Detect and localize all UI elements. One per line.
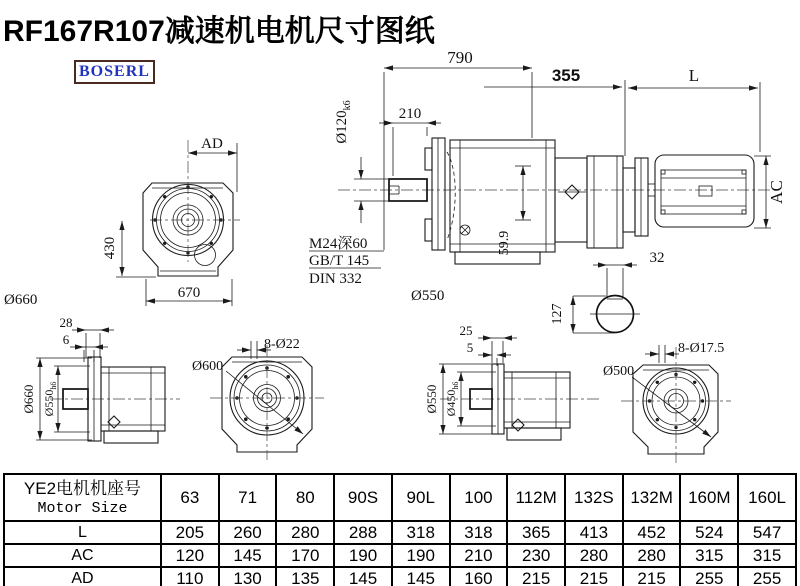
input-flange-side-view — [424, 323, 600, 440]
row-label: AD — [4, 567, 161, 586]
table-cell: 215 — [507, 567, 565, 586]
dim-label-flange-dia: Ø550 — [411, 288, 445, 304]
table-cell: 260 — [219, 521, 277, 544]
column-header: 132S — [565, 474, 623, 521]
table-cell: 318 — [450, 521, 508, 544]
table-cell: 160 — [450, 567, 508, 586]
output-flange-front-view — [192, 337, 324, 460]
table-row — [4, 544, 796, 567]
column-header: 90L — [392, 474, 450, 521]
dim-label-key-height: 127 — [550, 303, 565, 325]
table-cell: 452 — [623, 521, 681, 544]
table-row — [4, 521, 796, 544]
dim-label-790: 790 — [447, 48, 473, 67]
table-header-row — [4, 474, 796, 521]
dim-label-spigot-450: Ø450h6 — [444, 381, 460, 417]
table-cell: 190 — [392, 544, 450, 567]
brand-logo: BOSERL — [74, 60, 155, 84]
table-cell: 215 — [565, 567, 623, 586]
dim-label-bolt-circle-500: Ø500 — [603, 364, 635, 379]
table-cell: 280 — [565, 544, 623, 567]
row-label: AC — [4, 544, 161, 567]
table-cell: 130 — [219, 567, 277, 586]
gearbox-front-view — [102, 136, 240, 306]
table-row — [4, 567, 796, 586]
column-header: 112M — [507, 474, 565, 521]
table-cell: 280 — [276, 521, 334, 544]
column-header: 100 — [450, 474, 508, 521]
dim-label-holes-8x22: 8-Ø22 — [264, 337, 300, 352]
table-cell: 145 — [392, 567, 450, 586]
motor-size-table — [3, 473, 797, 586]
column-header: 71 — [219, 474, 277, 521]
dim-label-670: 670 — [177, 285, 201, 301]
column-header: 132M — [623, 474, 681, 521]
table-cell: 215 — [623, 567, 681, 586]
dim-label-key-width: 32 — [649, 250, 665, 266]
dim-label-355: 355 — [551, 66, 581, 85]
dim-label-430: 430 — [102, 236, 118, 260]
table-cell: 135 — [276, 567, 334, 586]
column-header: 63 — [161, 474, 219, 521]
label-housing-od: Ø660 — [4, 292, 38, 308]
input-flange-front-view — [603, 341, 731, 463]
dim-label-holes-8x17-5: 8-Ø17.5 — [678, 341, 725, 356]
dim-label-5: 5 — [466, 340, 474, 355]
table-cell: 547 — [738, 521, 796, 544]
table-cell: 318 — [392, 521, 450, 544]
table-cell: 524 — [680, 521, 738, 544]
dim-label-6: 6 — [62, 332, 70, 347]
table-cell: 145 — [219, 544, 277, 567]
gearmotor-side-view — [309, 48, 786, 333]
dim-label-bolt-circle-600: Ø600 — [192, 359, 224, 374]
dim-label-motor-dia: AC — [767, 180, 786, 204]
note-tapped-hole: M24深60 — [309, 236, 368, 252]
table-cell: 110 — [161, 567, 219, 586]
table-corner-cell — [4, 474, 161, 521]
output-flange-side-view — [4, 292, 180, 443]
column-header: 160M — [680, 474, 738, 521]
dim-label-28: 28 — [59, 315, 73, 330]
table-cell: 315 — [680, 544, 738, 567]
note-gb-standard: GB/T 145 — [309, 253, 370, 269]
table-cell: 280 — [623, 544, 681, 567]
table-cell: 145 — [334, 567, 392, 586]
row-label: L — [4, 521, 161, 544]
column-header: 80 — [276, 474, 334, 521]
dim-label-ad: AD — [201, 136, 223, 152]
table-cell: 315 — [738, 544, 796, 567]
dim-label-od-550: Ø550 — [424, 384, 439, 414]
dim-label-spigot-550: Ø550h6 — [42, 381, 58, 417]
dim-label-25: 25 — [459, 323, 473, 338]
dim-label-od-660: Ø660 — [21, 384, 36, 414]
table-cell: 288 — [334, 521, 392, 544]
table-cell: 230 — [507, 544, 565, 567]
table-cell: 210 — [450, 544, 508, 567]
page-title: RF167R107减速机电机尺寸图纸 — [3, 15, 435, 48]
column-header: 90S — [334, 474, 392, 521]
table-cell: 255 — [738, 567, 796, 586]
column-header: 160L — [738, 474, 796, 521]
dim-label-motor-length: L — [688, 66, 700, 85]
table-cell: 365 — [507, 521, 565, 544]
note-din-standard: DIN 332 — [309, 271, 362, 287]
dim-label-shaft-dia: $Ø120_{k6}$ — [334, 100, 353, 144]
table-cell: 120 — [161, 544, 219, 567]
table-cell: 413 — [565, 521, 623, 544]
table-cell: 205 — [161, 521, 219, 544]
dim-label-59-9: 59.9 — [497, 230, 512, 256]
dim-label-210: 210 — [398, 106, 422, 122]
table-cell: 170 — [276, 544, 334, 567]
table-cell: 255 — [680, 567, 738, 586]
table-header-cn: YE2电机机座号 — [23, 478, 142, 498]
table-header-en: Motor Size — [37, 499, 128, 517]
table-cell: 190 — [334, 544, 392, 567]
